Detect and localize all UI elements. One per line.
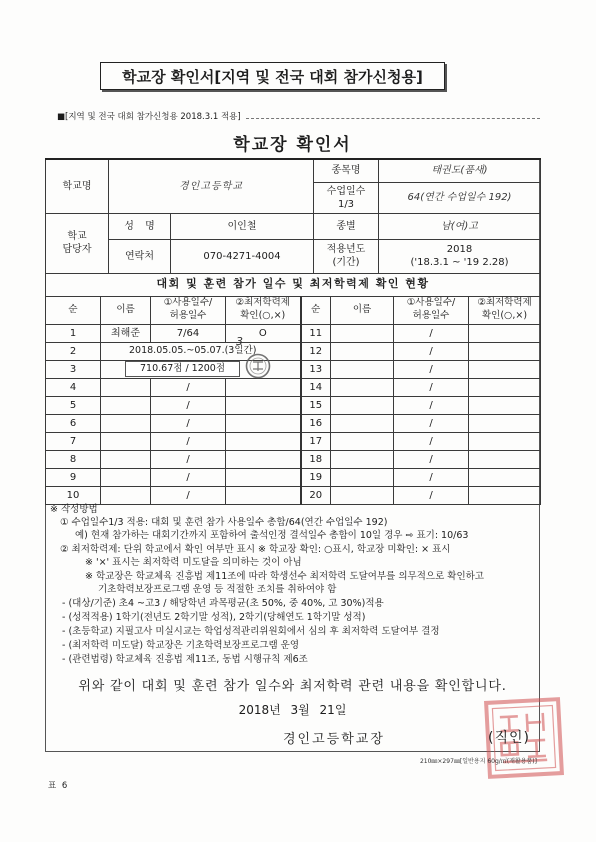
student-name-cell: [331, 432, 394, 450]
event-label: 종목명: [314, 159, 379, 182]
min-academic-check-cell: [469, 468, 541, 486]
period-year: 2018: [446, 244, 473, 255]
usage-days-cell: /: [394, 396, 469, 414]
min-academic-check-cell: [226, 432, 301, 450]
header-usage-line1: ①사용일수/: [163, 297, 213, 309]
info-row: [46, 159, 541, 182]
school-label: 학교명: [46, 159, 109, 213]
student-name-cell: [331, 378, 394, 396]
usage-days-cell: /: [151, 468, 226, 486]
header-min-line2: 확인(○,×): [240, 310, 286, 321]
table-row: [46, 450, 541, 468]
period-label-line1: 적용년도: [326, 244, 366, 255]
period-value: [379, 239, 541, 273]
form-label-row: [57, 109, 540, 123]
student-name-cell: [101, 414, 151, 432]
school-name-value: 경인고등학교: [109, 159, 314, 213]
min-academic-check-cell: [469, 342, 541, 360]
note-example: 예) 현재 참가하는 대회기간까지 포함하여 출석인정 결석일수 총합이 10일 경우 ⇨ 표기: 10/63: [75, 530, 469, 541]
note-principal-duty-cont: 기초학력보장프로그램 운영 등 적절한 조치를 취하여야 함: [98, 584, 337, 595]
main-title: 학교장 확인서: [233, 135, 352, 155]
info-row: [46, 213, 541, 239]
usage-days-cell: /: [151, 450, 226, 468]
signer-name: 경인고등학교장: [283, 732, 385, 747]
issue-date: 2018년 3월 21일: [238, 703, 347, 717]
row-number: 5: [46, 396, 101, 414]
header-usage-line2: 허용일수: [169, 310, 207, 321]
manager-name-label: 성 명: [109, 213, 171, 239]
info-table: [45, 158, 541, 274]
note-principal-duty: ※ 학교장은 학교체육 진흥법 제11조에 따라 학생선수 최저학력 도달여부를 의무적으로 확인하고: [85, 571, 484, 582]
manager-name-value: 이인철: [171, 213, 314, 239]
usage-days-cell: /: [394, 342, 469, 360]
header-min-line2: 확인(○,×): [481, 310, 528, 321]
min-academic-check-cell: [469, 450, 541, 468]
usage-days-cell: /: [151, 414, 226, 432]
header-name: 이름: [331, 296, 394, 324]
document-title-box: [100, 62, 445, 90]
student-name-cell: [101, 378, 151, 396]
header-min-academic: [469, 296, 541, 324]
student-name-cell: [101, 468, 151, 486]
student-name-cell: [331, 396, 394, 414]
min-academic-check-cell: [226, 378, 301, 396]
notes-heading: ※ 작성방법: [50, 504, 98, 515]
min-academic-check-cell: [469, 360, 541, 378]
category-value: 남(여)고: [379, 213, 541, 239]
header-usage-days: [151, 296, 226, 324]
period-label-line2: (기간): [332, 257, 360, 268]
header-usage-line2: 허용일수: [412, 310, 450, 321]
table-row: [46, 378, 541, 396]
student-name-cell: [331, 414, 394, 432]
header-min-line1: ②최저학력제: [477, 297, 532, 309]
document-title: 학교장 확인서[지역 및 전국 대회 참가신청용]: [122, 67, 423, 86]
student-name-cell: [101, 450, 151, 468]
table-row: [46, 468, 541, 486]
class-days-value: 64(연간 수업일수 192): [379, 182, 541, 213]
class-days-label-line2: 1/3: [337, 198, 355, 210]
student-name-cell: [331, 342, 394, 360]
class-days-label: [314, 182, 379, 213]
status-heading: 대회 및 훈련 참가 일수 및 최저학력제 확인 현황: [46, 272, 541, 296]
min-academic-check-cell: [226, 486, 301, 504]
school-manager-label-line2: 담당자: [62, 244, 92, 255]
usage-days-cell: /: [394, 468, 469, 486]
table-row: [46, 324, 541, 342]
row-number: 3: [46, 360, 101, 378]
table-row: [46, 396, 541, 414]
row-number: 16: [301, 414, 331, 432]
note-grade-application: - (성적적용) 1학기(전년도 2학기말 성적), 2학기(당해연도 1학기말 성적): [62, 612, 366, 623]
row-number: 1: [46, 324, 101, 342]
student-name-cell: 최해준: [101, 324, 151, 342]
dashed-rule: [246, 118, 540, 119]
student-name-cell: [331, 324, 394, 342]
usage-days-cell: /: [394, 378, 469, 396]
student-name-cell: [331, 468, 394, 486]
header-min-line1: ②최저학력제: [235, 297, 290, 309]
min-academic-check-cell: [226, 396, 301, 414]
category-label: 종별: [314, 213, 379, 239]
note-elementary: - (초등학교) 지필고사 미실시교는 학업성적관리위원회에서 심의 후 최저학력 도달여부 결정: [62, 626, 440, 637]
column-header-row: [46, 296, 541, 324]
min-academic-check-cell: [469, 414, 541, 432]
note-min-academic: ② 최저학력제: 단위 학교에서 확인 여부만 표시 ※ 학교장 확인: ○표시, 학교장 미확인: × 표시: [60, 544, 451, 555]
header-min-academic: [226, 296, 301, 324]
handwritten-mark: 3: [236, 335, 243, 348]
row-number: 7: [46, 432, 101, 450]
table-row: [46, 432, 541, 450]
row-number: 20: [301, 486, 331, 504]
info-row: [46, 239, 541, 273]
student-name-cell: [331, 360, 394, 378]
min-academic-check-cell: O: [226, 324, 301, 342]
row-number: 11: [301, 324, 331, 342]
usage-days-cell: /: [394, 450, 469, 468]
usage-days-cell: /: [151, 396, 226, 414]
note-not-reached: - (최저학력 미도달) 학교장은 기초학력보장프로그램 운영: [62, 640, 300, 651]
row-number: 6: [46, 414, 101, 432]
attendance-period-label: 2018.05.05.~05.07.(3일간): [129, 345, 257, 357]
score-label: 710.67점 / 1200점: [125, 361, 240, 377]
row-number: 12: [301, 342, 331, 360]
row-number: 2: [46, 342, 101, 360]
form-label: ■[지역 및 전국 대회 참가신청용 2018.3.1 적용]: [57, 112, 241, 122]
school-manager-label: [46, 213, 109, 273]
row-number: 13: [301, 360, 331, 378]
confirmation-statement: 위와 같이 대회 및 훈련 참가 일수와 최저학력 관련 내용을 확인합니다.: [78, 679, 507, 694]
status-table: [45, 272, 541, 505]
table-row: [46, 342, 541, 360]
row-number: 15: [301, 396, 331, 414]
contact-value: 070-4271-4004: [171, 239, 314, 273]
usage-days-cell: /: [151, 378, 226, 396]
student-name-cell: [331, 486, 394, 504]
contact-label: 연락처: [109, 239, 171, 273]
period-label: [314, 239, 379, 273]
table-row: [46, 414, 541, 432]
school-manager-label-line1: 학교: [67, 231, 87, 242]
min-academic-check-cell: [469, 396, 541, 414]
usage-days-cell: /: [151, 432, 226, 450]
page-label: 표 6: [48, 781, 68, 791]
event-value: 태권도(품새): [379, 159, 541, 182]
min-academic-check-cell: [226, 414, 301, 432]
seal-label: (직인): [488, 730, 530, 746]
student-name-cell: [331, 450, 394, 468]
header-no: 순: [46, 296, 101, 324]
school-stamp-icon: [244, 352, 272, 380]
row-number: 17: [301, 432, 331, 450]
usage-days-cell: /: [394, 360, 469, 378]
class-days-label-line1: 수업일수: [326, 185, 366, 197]
usage-days-cell: /: [394, 414, 469, 432]
usage-days-cell: /: [394, 486, 469, 504]
row-number: 10: [46, 486, 101, 504]
min-academic-check-cell: [469, 432, 541, 450]
min-academic-check-cell: [226, 450, 301, 468]
note-x-mark: ※ '×' 표시는 최저학력 미도달을 의미하는 것이 아님: [85, 557, 302, 568]
row-number: 8: [46, 450, 101, 468]
student-name-cell: [101, 432, 151, 450]
header-usage-line1: ①사용일수/: [406, 297, 456, 309]
table-row: [46, 360, 541, 378]
student-name-cell: [101, 396, 151, 414]
min-academic-check-cell: [469, 486, 541, 504]
min-academic-check-cell: [469, 324, 541, 342]
note-class-days: ① 수업일수1/3 적용: 대회 및 훈련 참가 사용일수 총합/64(연간 수업일수 192): [60, 517, 388, 528]
header-name: 이름: [101, 296, 151, 324]
row-number: 19: [301, 468, 331, 486]
usage-days-cell: 7/64: [151, 324, 226, 342]
row-number: 4: [46, 378, 101, 396]
table-row: [46, 486, 541, 504]
period-range: ('18.3.1 ~ '19 2.28): [410, 257, 509, 268]
paper-spec: 210㎜×297㎜[일반용지 60g/㎡(재활용품)]: [419, 758, 537, 765]
row-number: 14: [301, 378, 331, 396]
header-no: 순: [301, 296, 331, 324]
note-related-law: - (관련법령) 학교체육 진흥법 제11조, 동법 시행규칙 제6조: [62, 654, 308, 665]
row-number: 9: [46, 468, 101, 486]
student-name-cell: [101, 486, 151, 504]
usage-days-cell: /: [394, 432, 469, 450]
note-target-criteria: - (대상/기준) 초4 ~고3 / 해당학년 과목평균(초 50%, 중 40%, 고 30%)적용: [62, 598, 384, 609]
usage-days-cell: /: [394, 324, 469, 342]
status-heading-row: [46, 272, 541, 296]
header-usage-days: [394, 296, 469, 324]
min-academic-check-cell: [226, 468, 301, 486]
row-number: 18: [301, 450, 331, 468]
usage-days-cell: /: [151, 486, 226, 504]
min-academic-check-cell: [469, 378, 541, 396]
